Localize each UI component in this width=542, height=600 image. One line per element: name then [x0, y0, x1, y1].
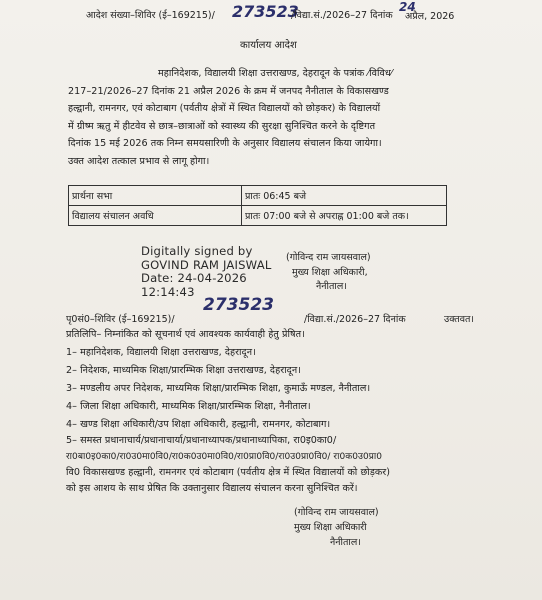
body-line-1: महानिदेशक, विद्यालयी शिक्षा उत्तराखण्ड, देहरादून के पत्रांक ⁄विविध⁄	[158, 68, 393, 79]
copy-ref-date: उक्तवत।	[444, 314, 475, 325]
copy-list-item: 4– खण्ड शिक्षा अधिकारी/उप शिक्षा अधिकारी, हल्द्वानी, रामनगर, कोटाबाग।	[66, 419, 331, 430]
body-line-5: दिनांक 15 मई 2026 तक निम्न समयसारिणी के अनुसार विद्यालय संचालन किया जायेगा।	[68, 138, 382, 149]
schedule-table	[68, 185, 447, 226]
table-cell-value: प्रातः 07:00 बजे से अपराह्न 01:00 बजे तक।	[242, 206, 447, 226]
copy-list-item-5-line-3: वि0 विकासखण्ड हल्द्वानी, रामनगर एवं कोटाबाग (पर्वतीय क्षेत्र में स्थित विद्यालयों को छोड़कर)	[66, 467, 391, 478]
copy-list-item: 3– मण्डलीय अपर निदेशक, माध्यमिक शिक्षा/प्रारम्भिक शिक्षा, कुमाऊँ मण्डल, नैनीताल।	[66, 383, 371, 394]
copy-ref-prefix: पृ0सं0–शिविर (ई–169215)/	[66, 314, 175, 325]
copy-ref-suffix: /विद्या.सं./2026–27 दिनांक	[304, 314, 406, 325]
digital-signature-time: 12:14:43	[141, 284, 195, 299]
order-date-day-handwritten: 24	[399, 0, 416, 14]
signatory-name: (गोविन्द राम जायसवाल)	[294, 507, 379, 518]
signatory-name: (गोविन्द राम जायसवाल)	[286, 252, 371, 263]
digital-signature-line: Digitally signed by	[141, 244, 253, 258]
order-ref-prefix: आदेश संख्या–शिविर (ई–169215)/	[86, 10, 215, 21]
body-line-6: उक्त आदेश तत्काल प्रभाव से लागू होगा।	[68, 156, 210, 167]
table-cell-value: प्रातः 06:45 बजे	[242, 186, 447, 206]
copy-list-item: 4– जिला शिक्षा अधिकारी, माध्यमिक शिक्षा/प्रारम्भिक शिक्षा, नैनीताल।	[66, 401, 311, 412]
body-line-3: हल्द्वानी, रामनगर, एवं कोटाबाग (पर्वतीय क्षेत्रों में स्थित विद्यालयों को छोड़कर) के विद्यालयों	[68, 103, 381, 114]
table-row	[69, 186, 447, 206]
table-cell-label: विद्यालय संचालन अवधि	[69, 206, 242, 226]
office-order-title: कार्यालय आदेश	[240, 40, 297, 51]
copy-list-item: 2– निदेशक, माध्यमिक शिक्षा/प्रारम्भिक शिक्षा उत्तराखण्ड, देहरादून।	[66, 365, 301, 376]
table-row	[69, 206, 447, 226]
order-date-rest: अप्रैल, 2026	[405, 11, 455, 22]
digital-signature-block	[141, 245, 272, 299]
signatory-designation: मुख्य शिक्षा अधिकारी	[294, 522, 367, 533]
order-ref-number-handwritten: 273523	[232, 2, 299, 21]
body-line-4: में ग्रीष्म ऋतु में हीटवेव से छात्र–छात्राओं को स्वास्थ्य की सुरक्षा सुनिश्चित करने के दृष्टिगत	[68, 121, 376, 132]
copy-list-item: 1– महानिदेशक, विद्यालयी शिक्षा उत्तराखण्ड, देहरादून।	[66, 347, 256, 358]
signatory-place: नैनीताल।	[330, 537, 361, 548]
signatory-place: नैनीताल।	[316, 281, 347, 292]
copy-list-item-5-line-1: 5– समस्त प्रधानाचार्य/प्रधानाचार्या/प्रधानाध्यापक/प्रधानाध्यापिका, रा0इ0का0/	[66, 435, 337, 446]
body-line-2: 217–21/2026–27 दिनांक 21 अप्रैल 2026 के क्रम में जनपद नैनीताल के विकासखण्ड	[68, 86, 389, 97]
table-cell-label: प्रार्थना सभा	[69, 186, 242, 206]
copy-list-item-5-line-2: रा0बा0इ0का0/रा0उ0मा0वि0/रा0क0उ0मा0वि0/रा0प्रा0वि0/रा0उ0प्रा0वि0/ रा0क0उ0प्रा0	[66, 452, 383, 462]
digital-signature-date: Date: 24-04-2026	[141, 271, 247, 286]
digital-signature-name: GOVIND RAM JAISWAL	[141, 257, 272, 272]
signatory-designation: मुख्य शिक्षा अधिकारी,	[292, 267, 368, 278]
copy-ref-number-handwritten: 273523	[203, 295, 274, 315]
copy-list-item-5-line-4: को इस आशय के साथ प्रेषित कि उक्तानुसार विद्यालय संचालन करना सुनिश्चित करें।	[66, 483, 358, 494]
order-ref-suffix: /विद्या.सं./2026–27 दिनांक	[291, 10, 393, 21]
copy-intro: प्रतिलिपि– निम्नांकित को सूचनार्थ एवं आवश्यक कार्यवाही हेतु प्रेषित।	[66, 329, 305, 340]
